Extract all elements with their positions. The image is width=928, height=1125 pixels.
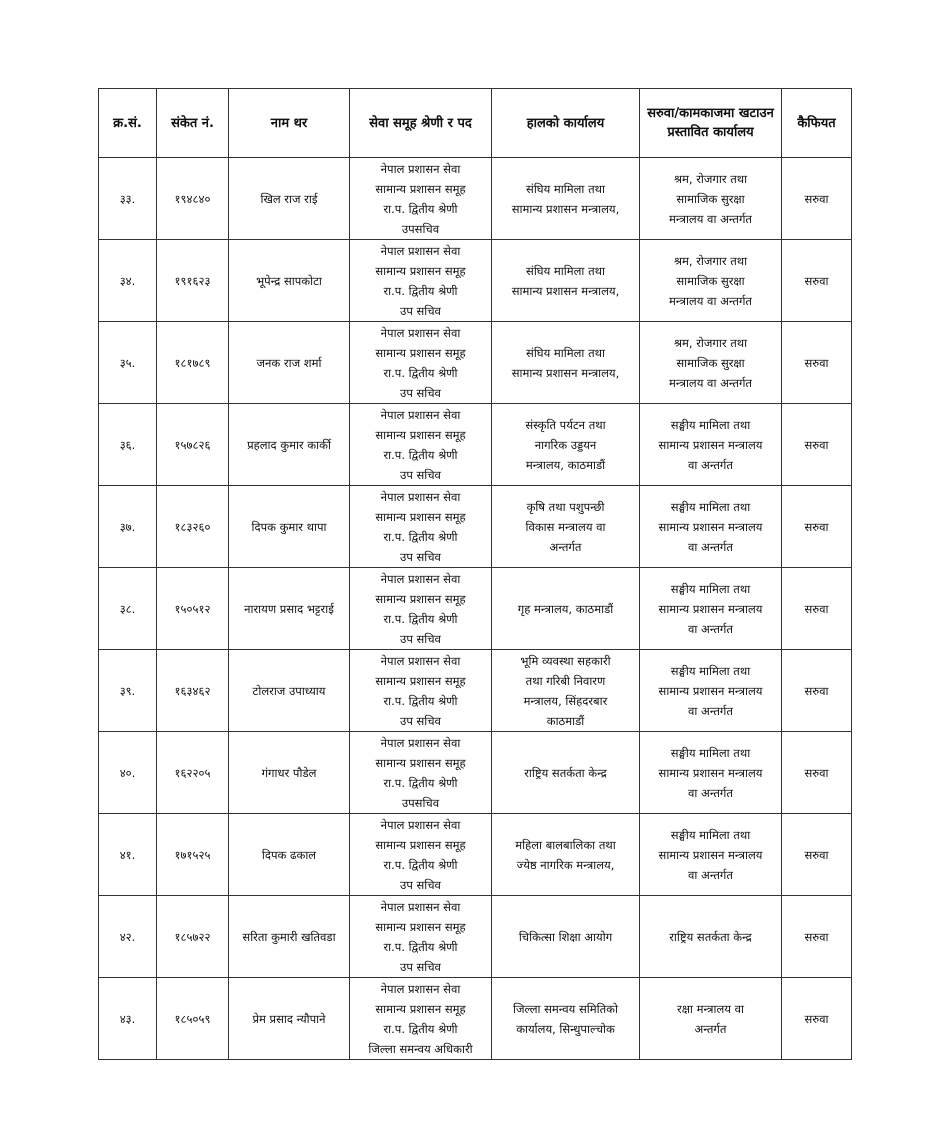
remark-cell: सरुवा xyxy=(782,158,852,240)
table-row xyxy=(99,650,852,732)
post-cell-line: सामान्य प्रशासन समूह xyxy=(375,427,466,442)
remark-cell: सरुवा xyxy=(782,568,852,650)
post-cell xyxy=(350,240,492,322)
current-office-cell-line: संघिय मामिला तथा xyxy=(526,263,605,278)
post-cell-line: उप सचिव xyxy=(400,959,441,974)
name-cell: जनक राज शर्मा xyxy=(229,322,350,404)
code-cell: १९४८४० xyxy=(157,158,229,240)
proposed-office-cell xyxy=(640,158,782,240)
code-cell: १६३४६२ xyxy=(157,650,229,732)
post-cell-line: रा.प. द्वितीय श्रेणी xyxy=(383,283,458,298)
proposed-office-cell-line: सामाजिक सुरक्षा xyxy=(676,273,745,288)
proposed-office-cell-line: सङ्घीय मामिला तथा xyxy=(670,745,751,760)
post-cell-line: रा.प. द्वितीय श्रेणी xyxy=(383,365,458,380)
proposed-office-cell-line: सामान्य प्रशासन मन्त्रालय xyxy=(658,765,763,780)
proposed-office-cell xyxy=(640,568,782,650)
post-cell-line: सामान्य प्रशासन समूह xyxy=(375,345,466,360)
post-cell-line: सामान्य प्रशासन समूह xyxy=(375,1001,466,1016)
table-row xyxy=(99,896,852,978)
proposed-office-cell-line: मन्त्रालय वा अन्तर्गत xyxy=(668,375,752,390)
post-cell-line: उप सचिव xyxy=(400,303,441,318)
post-cell-line: उपसचिव xyxy=(401,795,440,810)
name-cell: गंगाधर पौडेल xyxy=(229,732,350,814)
proposed-office-cell-line: राष्ट्रिय सतर्कता केन्द्र xyxy=(669,929,752,944)
current-office-cell xyxy=(492,486,640,568)
name-cell: प्रहलाद कुमार कार्की xyxy=(229,404,350,486)
table-row xyxy=(99,322,852,404)
proposed-office-cell-line: मन्त्रालय वा अन्तर्गत xyxy=(668,211,752,226)
table-row xyxy=(99,240,852,322)
post-cell-line: नेपाल प्रशासन सेवा xyxy=(380,571,461,586)
proposed-office-cell-line: सङ्घीय मामिला तथा xyxy=(670,499,751,514)
remark-cell: सरुवा xyxy=(782,978,852,1060)
proposed-office-cell-line: सामान्य प्रशासन मन्त्रालय xyxy=(658,519,763,534)
proposed-office-cell-line: अन्तर्गत xyxy=(694,1021,727,1036)
table-body xyxy=(99,158,852,1060)
table-row xyxy=(99,732,852,814)
name-cell: दिपक कुमार थापा xyxy=(229,486,350,568)
post-cell xyxy=(350,158,492,240)
post-cell-line: उप सचिव xyxy=(400,713,441,728)
proposed-office-cell xyxy=(640,814,782,896)
post-cell xyxy=(350,978,492,1060)
serial-cell: ३८. xyxy=(99,568,157,650)
post-cell-line: नेपाल प्रशासन सेवा xyxy=(380,735,461,750)
serial-cell: ४०. xyxy=(99,732,157,814)
post-cell xyxy=(350,814,492,896)
post-cell-line: उप सचिव xyxy=(400,877,441,892)
post-cell-line: नेपाल प्रशासन सेवा xyxy=(380,325,461,340)
code-cell: १८५०५९ xyxy=(157,978,229,1060)
remark-cell: सरुवा xyxy=(782,486,852,568)
remark-cell: सरुवा xyxy=(782,896,852,978)
code-cell: १५७८२६ xyxy=(157,404,229,486)
table-row xyxy=(99,978,852,1060)
post-cell-line: रा.प. द्वितीय श्रेणी xyxy=(383,529,458,544)
serial-cell: ३४. xyxy=(99,240,157,322)
proposed-office-cell-line: वा अन्तर्गत xyxy=(688,621,733,636)
post-cell-line: जिल्ला समन्वय अधिकारी xyxy=(368,1041,473,1056)
proposed-office-cell-line: सामाजिक सुरक्षा xyxy=(676,191,745,206)
proposed-office-cell xyxy=(640,404,782,486)
proposed-office-cell-line: वा अन्तर्गत xyxy=(688,539,733,554)
current-office-cell-line: ज्येष्ठ नागरिक मन्त्रालय, xyxy=(516,857,615,872)
proposed-office-cell-line: सामान्य प्रशासन मन्त्रालय xyxy=(658,601,763,616)
current-office-cell xyxy=(492,568,640,650)
post-cell-line: सामान्य प्रशासन समूह xyxy=(375,181,466,196)
post-cell-line: नेपाल प्रशासन सेवा xyxy=(380,653,461,668)
post-cell-line: नेपाल प्रशासन सेवा xyxy=(380,817,461,832)
proposed-office-cell-line: सङ्घीय मामिला तथा xyxy=(670,663,751,678)
post-cell-line: सामान्य प्रशासन समूह xyxy=(375,673,466,688)
serial-cell: ४१. xyxy=(99,814,157,896)
proposed-office-cell xyxy=(640,650,782,732)
current-office-cell xyxy=(492,732,640,814)
post-cell-line: सामान्य प्रशासन समूह xyxy=(375,837,466,852)
proposed-office-cell-line: सङ्घीय मामिला तथा xyxy=(670,827,751,842)
header-current-office: हालको कार्यालय xyxy=(492,89,640,158)
post-cell-line: रा.प. द्वितीय श्रेणी xyxy=(383,611,458,626)
name-cell: नारायण प्रसाद भट्टराई xyxy=(229,568,350,650)
post-cell-line: सामान्य प्रशासन समूह xyxy=(375,919,466,934)
post-cell-line: उपसचिव xyxy=(401,221,440,236)
code-cell: १८३२६० xyxy=(157,486,229,568)
table-row xyxy=(99,486,852,568)
name-cell: भूपेन्द्र सापकोटा xyxy=(229,240,350,322)
table-row xyxy=(99,814,852,896)
name-cell: सरिता कुमारी खतिवडा xyxy=(229,896,350,978)
post-cell-line: रा.प. द्वितीय श्रेणी xyxy=(383,201,458,216)
proposed-office-cell-line: सामाजिक सुरक्षा xyxy=(676,355,745,370)
proposed-office-cell-line: वा अन्तर्गत xyxy=(688,703,733,718)
current-office-cell xyxy=(492,814,640,896)
post-cell-line: नेपाल प्रशासन सेवा xyxy=(380,489,461,504)
post-cell-line: रा.प. द्वितीय श्रेणी xyxy=(383,693,458,708)
post-cell-line: नेपाल प्रशासन सेवा xyxy=(380,899,461,914)
table-row xyxy=(99,404,852,486)
proposed-office-cell-line: वा अन्तर्गत xyxy=(688,457,733,472)
post-cell-line: उप सचिव xyxy=(400,467,441,482)
proposed-office-cell-line: मन्त्रालय वा अन्तर्गत xyxy=(668,293,752,308)
proposed-office-cell-line: सामान्य प्रशासन मन्त्रालय xyxy=(658,847,763,862)
current-office-cell-line: मन्त्रालय, काठमाडौं xyxy=(525,457,606,472)
header-serial: क्र.सं. xyxy=(99,89,157,158)
code-cell: १६२२०५ xyxy=(157,732,229,814)
proposed-office-cell xyxy=(640,486,782,568)
remark-cell: सरुवा xyxy=(782,814,852,896)
current-office-cell xyxy=(492,896,640,978)
current-office-cell-line: जिल्ला समन्वय समितिको xyxy=(513,1001,618,1016)
post-cell-line: सामान्य प्रशासन समूह xyxy=(375,755,466,770)
current-office-cell-line: काठमाडौं xyxy=(546,713,585,728)
current-office-cell-line: तथा गरिबी निवारण xyxy=(525,673,606,688)
current-office-cell xyxy=(492,978,640,1060)
current-office-cell-line: गृह मन्त्रालय, काठमाडौं xyxy=(517,601,614,616)
current-office-cell-line: मन्त्रालय, सिंहदरबार xyxy=(523,693,608,708)
header-post: सेवा समूह श्रेणी र पद xyxy=(350,89,492,158)
serial-cell: ३७. xyxy=(99,486,157,568)
code-cell: १८५७२२ xyxy=(157,896,229,978)
proposed-office-cell-line: रक्षा मन्त्रालय वा xyxy=(676,1001,745,1016)
post-cell xyxy=(350,486,492,568)
post-cell-line: नेपाल प्रशासन सेवा xyxy=(380,407,461,422)
header-name: नाम थर xyxy=(229,89,350,158)
name-cell: दिपक ढकाल xyxy=(229,814,350,896)
name-cell: टोलराज उपाध्याय xyxy=(229,650,350,732)
current-office-cell xyxy=(492,322,640,404)
current-office-cell-line: विकास मन्त्रालय वा xyxy=(525,519,606,534)
current-office-cell-line: सामान्य प्रशासन मन्त्रालय, xyxy=(511,365,620,380)
current-office-cell-line: संघिय मामिला तथा xyxy=(526,181,605,196)
current-office-cell-line: राष्ट्रिय सतर्कता केन्द्र xyxy=(524,765,607,780)
post-cell-line: उप सचिव xyxy=(400,631,441,646)
header-code: संकेत नं. xyxy=(157,89,229,158)
proposed-office-cell-line: श्रम, रोजगार तथा xyxy=(673,253,748,268)
post-cell xyxy=(350,732,492,814)
code-cell: १५०५१२ xyxy=(157,568,229,650)
remark-cell: सरुवा xyxy=(782,240,852,322)
current-office-cell xyxy=(492,240,640,322)
current-office-cell-line: भूमि व्यवस्था सहकारी xyxy=(520,653,611,668)
post-cell-line: रा.प. द्वितीय श्रेणी xyxy=(383,447,458,462)
current-office-cell-line: महिला बालबालिका तथा xyxy=(515,837,616,852)
current-office-cell-line: कार्यालय, सिन्धुपाल्चोक xyxy=(516,1021,615,1036)
post-cell-line: सामान्य प्रशासन समूह xyxy=(375,509,466,524)
post-cell-line: रा.प. द्वितीय श्रेणी xyxy=(383,775,458,790)
current-office-cell-line: सामान्य प्रशासन मन्त्रालय, xyxy=(511,201,620,216)
post-cell-line: उप सचिव xyxy=(400,385,441,400)
post-cell-line: नेपाल प्रशासन सेवा xyxy=(380,243,461,258)
proposed-office-cell xyxy=(640,896,782,978)
post-cell-line: सामान्य प्रशासन समूह xyxy=(375,263,466,278)
post-cell xyxy=(350,650,492,732)
proposed-office-cell xyxy=(640,732,782,814)
serial-cell: ३६. xyxy=(99,404,157,486)
current-office-cell xyxy=(492,158,640,240)
table-row xyxy=(99,568,852,650)
post-cell xyxy=(350,896,492,978)
current-office-cell-line: कृषि तथा पशुपन्छी xyxy=(526,499,605,514)
serial-cell: ३९. xyxy=(99,650,157,732)
current-office-cell-line: सामान्य प्रशासन मन्त्रालय, xyxy=(511,283,620,298)
proposed-office-cell-line: श्रम, रोजगार तथा xyxy=(673,171,748,186)
code-cell: १८१७८९ xyxy=(157,322,229,404)
proposed-office-cell-line: वा अन्तर्गत xyxy=(688,867,733,882)
post-cell-line: सामान्य प्रशासन समूह xyxy=(375,591,466,606)
proposed-office-cell xyxy=(640,322,782,404)
header-remark: कैफियत xyxy=(782,89,852,158)
post-cell xyxy=(350,568,492,650)
post-cell xyxy=(350,404,492,486)
post-cell-line: रा.प. द्वितीय श्रेणी xyxy=(383,857,458,872)
current-office-cell-line: नागरिक उड्डयन xyxy=(534,437,597,452)
post-cell-line: रा.प. द्वितीय श्रेणी xyxy=(383,1021,458,1036)
post-cell-line: रा.प. द्वितीय श्रेणी xyxy=(383,939,458,954)
post-cell-line: नेपाल प्रशासन सेवा xyxy=(380,981,461,996)
proposed-office-cell-line: वा अन्तर्गत xyxy=(688,785,733,800)
proposed-office-cell-line: सामान्य प्रशासन मन्त्रालय xyxy=(658,437,763,452)
post-cell-line: नेपाल प्रशासन सेवा xyxy=(380,161,461,176)
header-proposed-office: सरुवा/कामकाजमा खटाउन प्रस्तावित कार्यालय xyxy=(640,89,782,158)
proposed-office-cell xyxy=(640,240,782,322)
serial-cell: ४३. xyxy=(99,978,157,1060)
remark-cell: सरुवा xyxy=(782,650,852,732)
proposed-office-cell xyxy=(640,978,782,1060)
current-office-cell-line: संघिय मामिला तथा xyxy=(526,345,605,360)
post-cell xyxy=(350,322,492,404)
table-row xyxy=(99,158,852,240)
remark-cell: सरुवा xyxy=(782,732,852,814)
current-office-cell xyxy=(492,650,640,732)
header-row xyxy=(99,89,852,158)
serial-cell: ३५. xyxy=(99,322,157,404)
remark-cell: सरुवा xyxy=(782,322,852,404)
post-cell-line: उप सचिव xyxy=(400,549,441,564)
code-cell: १७१५२५ xyxy=(157,814,229,896)
proposed-office-cell-line: सङ्घीय मामिला तथा xyxy=(670,581,751,596)
name-cell: प्रेम प्रसाद न्यौपाने xyxy=(229,978,350,1060)
current-office-cell-line: अन्तर्गत xyxy=(549,539,582,554)
proposed-office-cell-line: सङ्घीय मामिला तथा xyxy=(670,417,751,432)
remark-cell: सरुवा xyxy=(782,404,852,486)
current-office-cell xyxy=(492,404,640,486)
name-cell: खिल राज राई xyxy=(229,158,350,240)
serial-cell: ३३. xyxy=(99,158,157,240)
proposed-office-cell-line: सामान्य प्रशासन मन्त्रालय xyxy=(658,683,763,698)
proposed-office-cell-line: श्रम, रोजगार तथा xyxy=(673,335,748,350)
serial-cell: ४२. xyxy=(99,896,157,978)
current-office-cell-line: संस्कृति पर्यटन तथा xyxy=(525,417,606,432)
transfer-table xyxy=(98,88,852,1060)
current-office-cell-line: चिकित्सा शिक्षा आयोग xyxy=(518,929,613,944)
code-cell: १९१६२३ xyxy=(157,240,229,322)
